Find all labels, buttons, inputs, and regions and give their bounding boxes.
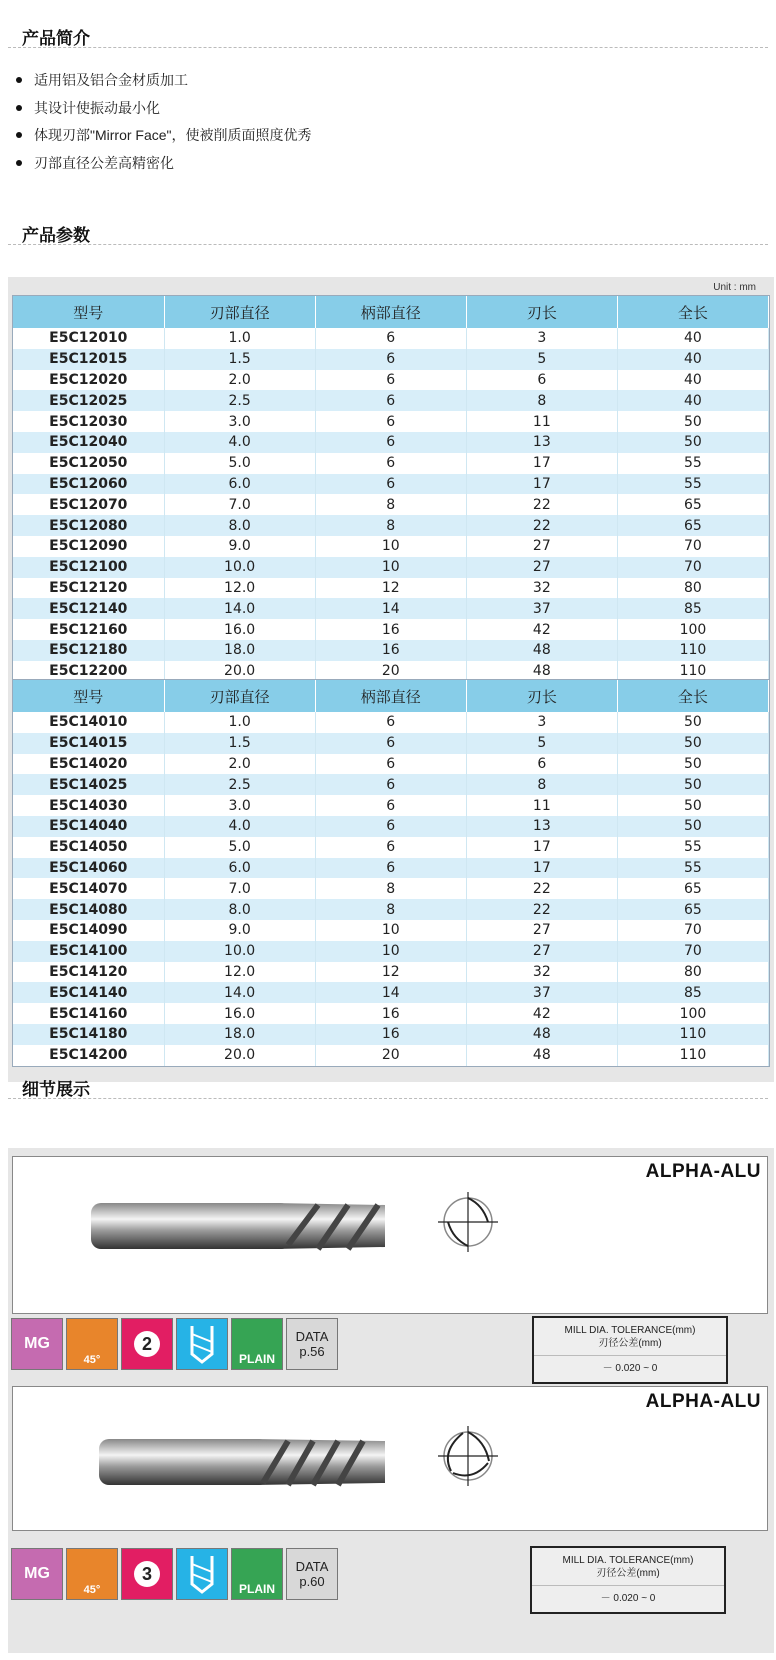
table-cell: E5C12090 (13, 536, 164, 557)
table-cell: 55 (617, 474, 768, 495)
details-divider (8, 1098, 768, 1099)
table-cell: 110 (617, 640, 768, 661)
table-cell: 55 (617, 453, 768, 474)
table-cell: 5.0 (164, 837, 315, 858)
table-row (13, 328, 769, 349)
column-header: 刃部直径 (164, 680, 315, 712)
table-cell: E5C14010 (13, 712, 164, 733)
table-cell: E5C12140 (13, 598, 164, 619)
table-cell: 4.0 (164, 816, 315, 837)
table-cell: 65 (617, 515, 768, 536)
table-row (13, 661, 769, 682)
table-row (13, 1003, 769, 1024)
table-cell: 2.0 (164, 370, 315, 391)
table-cell: 4.0 (164, 432, 315, 453)
table-row (13, 1045, 769, 1066)
table-cell: E5C12060 (13, 474, 164, 495)
table-cell: 27 (466, 557, 617, 578)
table-cell: 8.0 (164, 515, 315, 536)
table-cell: 6 (466, 370, 617, 391)
table-cell: 7.0 (164, 494, 315, 515)
table-cell: 10 (315, 536, 466, 557)
table-cell: 50 (617, 795, 768, 816)
table-cell: 16.0 (164, 1003, 315, 1024)
table-cell: 27 (466, 920, 617, 941)
table-row (13, 536, 769, 557)
column-header: 柄部直径 (315, 296, 466, 328)
table-cell: E5C14025 (13, 774, 164, 795)
mg-grade-icon: MG (11, 1318, 63, 1370)
table-cell: 65 (617, 878, 768, 899)
table-row (13, 474, 769, 495)
unit-label: Unit : mm (713, 282, 756, 293)
table-row (13, 733, 769, 754)
table-cell: 42 (466, 1003, 617, 1024)
table-row (13, 774, 769, 795)
tolerance-value: － 0.020 ~ 0 (600, 1593, 656, 1604)
table-cell: 3 (466, 328, 617, 349)
table-cell: 40 (617, 349, 768, 370)
table-cell: 48 (466, 640, 617, 661)
table-row (13, 878, 769, 899)
mg-grade-icon: MG (11, 1548, 63, 1600)
brand-label: ALPHA-ALU (645, 1161, 761, 1182)
plain-shank-icon: PLAIN (231, 1318, 283, 1370)
details-panel (8, 1148, 774, 1653)
table-cell: 3 (466, 712, 617, 733)
table-cell: 2.5 (164, 390, 315, 411)
table-cell: 50 (617, 774, 768, 795)
data-page: p.56 (299, 1344, 325, 1359)
table-cell: E5C14050 (13, 837, 164, 858)
table-row (13, 858, 769, 879)
table-cell: 70 (617, 557, 768, 578)
table-cell: 1.5 (164, 733, 315, 754)
table-cell: E5C12120 (13, 578, 164, 599)
intro-item: 体现刃部"Mirror Face"，使被削质面照度优秀 (12, 125, 312, 153)
table-cell: E5C14060 (13, 858, 164, 879)
table-cell: E5C14180 (13, 1024, 164, 1045)
table-cell: E5C12180 (13, 640, 164, 661)
table-cell: 6 (315, 349, 466, 370)
table-cell: E5C14070 (13, 878, 164, 899)
table-cell: 12 (315, 962, 466, 983)
table-cell: 50 (617, 411, 768, 432)
table-cell: 80 (617, 962, 768, 983)
column-header: 型号 (13, 296, 164, 328)
params-divider (8, 244, 768, 245)
table-cell: 8 (315, 878, 466, 899)
flute-count-icon (121, 1318, 173, 1370)
table-cell: 8 (315, 899, 466, 920)
center-cut-icon (176, 1548, 228, 1600)
table-cell: 1.0 (164, 712, 315, 733)
spec-table-e5c14 (13, 680, 769, 1066)
table-cell: E5C12040 (13, 432, 164, 453)
table-cell: 3.0 (164, 411, 315, 432)
table-row (13, 578, 769, 599)
table-cell: E5C12010 (13, 328, 164, 349)
table-cell: E5C12030 (13, 411, 164, 432)
table-cell: 6 (315, 432, 466, 453)
table-cell: 70 (617, 920, 768, 941)
helix-angle-icon: 45° (66, 1318, 118, 1370)
table-cell: E5C12160 (13, 619, 164, 640)
table-cell: 70 (617, 536, 768, 557)
table-cell: 2.0 (164, 754, 315, 775)
table-cell: E5C14120 (13, 962, 164, 983)
table-cell: E5C14200 (13, 1045, 164, 1066)
helix-angle-icon: 45° (66, 1548, 118, 1600)
tolerance-value: － 0.020 ~ 0 (602, 1363, 658, 1374)
table-row (13, 515, 769, 536)
table-cell: 10 (315, 941, 466, 962)
table-row (13, 982, 769, 1003)
table-row (13, 899, 769, 920)
table-cell: 3.0 (164, 795, 315, 816)
table-row (13, 941, 769, 962)
spec-table-e5c12 (13, 296, 769, 682)
table-cell: 6 (315, 754, 466, 775)
table-cell: 32 (466, 962, 617, 983)
table-row (13, 837, 769, 858)
tolerance-title-en: MILL DIA. TOLERANCE(mm) (564, 1325, 696, 1336)
intro-title: 产品简介 (22, 29, 90, 48)
table-row (13, 370, 769, 391)
table-cell: 70 (617, 941, 768, 962)
table-cell: 32 (466, 578, 617, 599)
table-cell: 17 (466, 453, 617, 474)
tolerance-title-cn: 刃径公差(mm) (598, 1338, 662, 1349)
data-label: DATA (295, 1329, 329, 1344)
table-cell: 6 (315, 453, 466, 474)
table-cell: 20 (315, 661, 466, 682)
table-cell: 6 (315, 370, 466, 391)
column-header: 刃部直径 (164, 296, 315, 328)
intro-item: 适用铝及铝合金材质加工 (12, 70, 312, 98)
table-cell: 37 (466, 598, 617, 619)
table-cell: 40 (617, 390, 768, 411)
tolerance-box (532, 1316, 728, 1384)
table-cell: 48 (466, 661, 617, 682)
column-header: 刃长 (466, 296, 617, 328)
table-cell: 6.0 (164, 858, 315, 879)
center-cut-icon (176, 1318, 228, 1370)
table-cell: 6 (315, 390, 466, 411)
params-title: 产品参数 (22, 226, 90, 245)
table-cell: 13 (466, 432, 617, 453)
table-row (13, 349, 769, 370)
table-cell: 65 (617, 494, 768, 515)
table-cell: 85 (617, 982, 768, 1003)
data-page-icon (286, 1318, 338, 1370)
table-cell: 14.0 (164, 598, 315, 619)
table-cell: 85 (617, 598, 768, 619)
table-cell: 42 (466, 619, 617, 640)
table-cell: 20.0 (164, 661, 315, 682)
table-cell: 18.0 (164, 640, 315, 661)
table-cell: E5C14040 (13, 816, 164, 837)
table-cell: 10 (315, 557, 466, 578)
tool-image-box (12, 1156, 768, 1314)
table-cell: 5.0 (164, 453, 315, 474)
table-cell: 16 (315, 640, 466, 661)
table-cell: 14 (315, 598, 466, 619)
table-cell: 8 (466, 774, 617, 795)
table-cell: E5C12050 (13, 453, 164, 474)
tolerance-box (530, 1546, 726, 1614)
table-cell: 6 (315, 712, 466, 733)
table-row (13, 712, 769, 733)
flute-count-label: 3 (134, 1561, 160, 1587)
table-cell: 22 (466, 878, 617, 899)
table-cell: 6.0 (164, 474, 315, 495)
table-cell: 50 (617, 733, 768, 754)
table-cell: 37 (466, 982, 617, 1003)
data-page: p.60 (299, 1574, 325, 1589)
table-cell: 22 (466, 494, 617, 515)
table-cell: 6 (315, 795, 466, 816)
table-row (13, 619, 769, 640)
table-cell: 9.0 (164, 920, 315, 941)
table-cell: 100 (617, 619, 768, 640)
table-cell: 8.0 (164, 899, 315, 920)
table-cell: 2.5 (164, 774, 315, 795)
end-mill-2-flute-image (73, 1187, 393, 1267)
table-cell: 17 (466, 474, 617, 495)
table-cell: 5 (466, 349, 617, 370)
table-cell: 14 (315, 982, 466, 1003)
flute-count-label: 2 (134, 1331, 160, 1357)
table-cell: 6 (466, 754, 617, 775)
table-row (13, 816, 769, 837)
details-title: 细节展示 (22, 1080, 90, 1099)
table-cell: 8 (466, 390, 617, 411)
table-cell: E5C14140 (13, 982, 164, 1003)
table-cell: E5C12100 (13, 557, 164, 578)
table-cell: 80 (617, 578, 768, 599)
table-row (13, 962, 769, 983)
table-cell: 6 (315, 837, 466, 858)
table-cell: 20 (315, 1045, 466, 1066)
table-cell: E5C12020 (13, 370, 164, 391)
table-cell: 55 (617, 858, 768, 879)
table-cell: 20.0 (164, 1045, 315, 1066)
brand-label: ALPHA-ALU (645, 1391, 761, 1412)
table-cell: 5 (466, 733, 617, 754)
table-cell: 12.0 (164, 578, 315, 599)
table-cell: 22 (466, 515, 617, 536)
table-row (13, 432, 769, 453)
tolerance-title-cn: 刃径公差(mm) (596, 1568, 660, 1579)
table-cell: 50 (617, 712, 768, 733)
table-cell: 14.0 (164, 982, 315, 1003)
table-cell: 12.0 (164, 962, 315, 983)
table-cell: 11 (466, 795, 617, 816)
table-cell: 11 (466, 411, 617, 432)
table-cell: 8 (315, 494, 466, 515)
table-cell: 48 (466, 1024, 617, 1045)
table-cell: 27 (466, 536, 617, 557)
table-row (13, 390, 769, 411)
table-cell: 18.0 (164, 1024, 315, 1045)
table-cell: 16.0 (164, 619, 315, 640)
table-cell: 1.5 (164, 349, 315, 370)
table-cell: 40 (617, 328, 768, 349)
table-cell: 6 (315, 858, 466, 879)
params-panel (8, 277, 774, 1082)
table-cell: E5C14020 (13, 754, 164, 775)
table-cell: 17 (466, 837, 617, 858)
table-cell: 10.0 (164, 557, 315, 578)
table-cell: E5C14090 (13, 920, 164, 941)
table-cell: 16 (315, 1003, 466, 1024)
table-cell: 6 (315, 733, 466, 754)
intro-item: 其设计使振动最小化 (12, 98, 312, 126)
table-cell: 6 (315, 774, 466, 795)
data-label: DATA (295, 1559, 329, 1574)
table-cell: 100 (617, 1003, 768, 1024)
table-cell: 6 (315, 474, 466, 495)
column-header: 刃长 (466, 680, 617, 712)
intro-divider (8, 47, 768, 48)
table-row (13, 494, 769, 515)
table-cell: 6 (315, 816, 466, 837)
tolerance-title-en: MILL DIA. TOLERANCE(mm) (562, 1555, 694, 1566)
tool-image-box (12, 1386, 768, 1531)
table-cell: 110 (617, 1045, 768, 1066)
table-cell: 6 (315, 328, 466, 349)
column-header: 型号 (13, 680, 164, 712)
table-cell: E5C12070 (13, 494, 164, 515)
table-cell: 22 (466, 899, 617, 920)
table-row (13, 411, 769, 432)
table-row (13, 1024, 769, 1045)
table-cell: E5C14160 (13, 1003, 164, 1024)
column-header: 全长 (617, 680, 768, 712)
table-row (13, 640, 769, 661)
table-cell: 7.0 (164, 878, 315, 899)
table-cell: 12 (315, 578, 466, 599)
table-row (13, 598, 769, 619)
table-cell: E5C12200 (13, 661, 164, 682)
table-cell: E5C14030 (13, 795, 164, 816)
table-cell: 17 (466, 858, 617, 879)
table-cell: 6 (315, 411, 466, 432)
table-row (13, 795, 769, 816)
table-cell: E5C14080 (13, 899, 164, 920)
end-mill-3-flute-image (93, 1423, 393, 1503)
data-page-icon (286, 1548, 338, 1600)
table-cell: 50 (617, 754, 768, 775)
cross-section-2-flute-icon (433, 1187, 503, 1257)
table-cell: 8 (315, 515, 466, 536)
table-cell: 50 (617, 432, 768, 453)
cross-section-3-flute-icon (433, 1421, 503, 1491)
table-cell: 10 (315, 920, 466, 941)
table-row (13, 920, 769, 941)
table-row (13, 453, 769, 474)
intro-list (12, 70, 312, 180)
table-cell: 40 (617, 370, 768, 391)
column-header: 全长 (617, 296, 768, 328)
table-cell: 9.0 (164, 536, 315, 557)
table-cell: 27 (466, 941, 617, 962)
table-header-row (13, 680, 769, 712)
table-cell: 55 (617, 837, 768, 858)
table-cell: 50 (617, 816, 768, 837)
table-cell: E5C12025 (13, 390, 164, 411)
table-cell: E5C14015 (13, 733, 164, 754)
table-row (13, 754, 769, 775)
table-cell: 110 (617, 661, 768, 682)
table-cell: 16 (315, 1024, 466, 1045)
table-cell: 48 (466, 1045, 617, 1066)
table-header-row (13, 296, 769, 328)
table-row (13, 557, 769, 578)
table-cell: E5C12015 (13, 349, 164, 370)
column-header: 柄部直径 (315, 680, 466, 712)
table-cell: 13 (466, 816, 617, 837)
intro-item: 刃部直径公差高精密化 (12, 153, 312, 181)
table-cell: E5C12080 (13, 515, 164, 536)
table-cell: 110 (617, 1024, 768, 1045)
table-cell: 16 (315, 619, 466, 640)
table-cell: E5C14100 (13, 941, 164, 962)
table-cell: 65 (617, 899, 768, 920)
flute-count-icon (121, 1548, 173, 1600)
table-cell: 10.0 (164, 941, 315, 962)
plain-shank-icon: PLAIN (231, 1548, 283, 1600)
table-cell: 1.0 (164, 328, 315, 349)
